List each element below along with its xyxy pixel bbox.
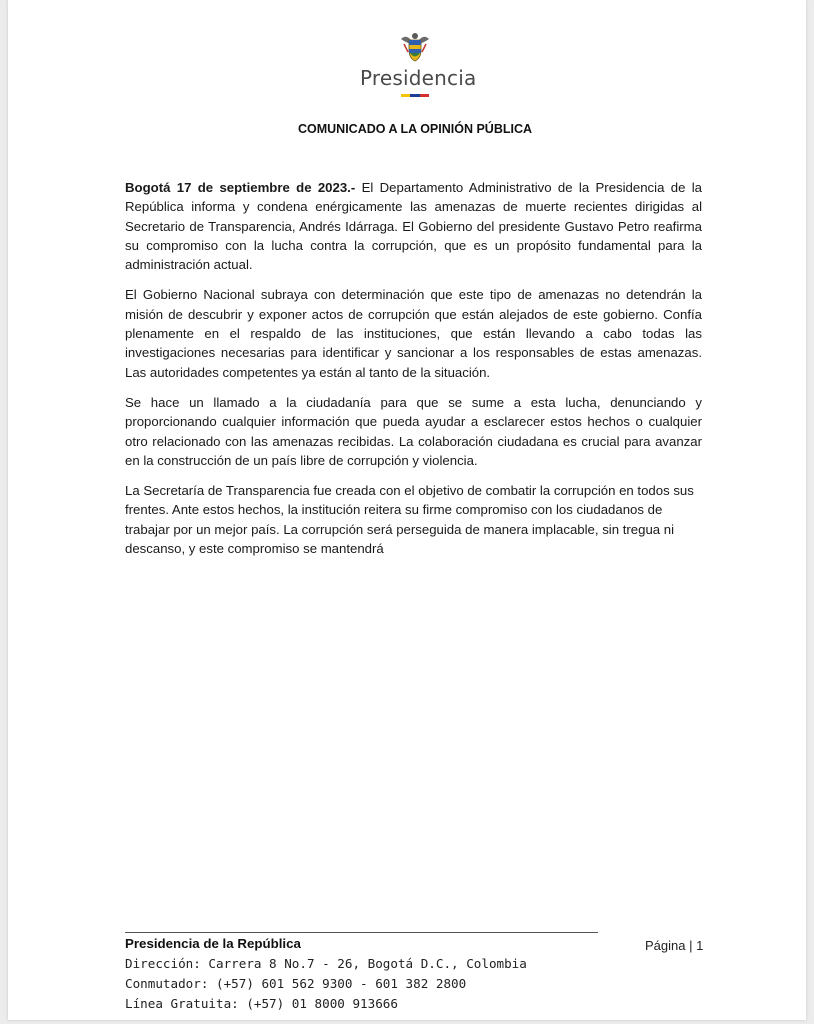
footer (125, 934, 527, 1014)
coat-of-arms-icon (398, 30, 432, 64)
paragraph-3: Se hace un llamado a la ciudadanía para que se sume a esta lucha, denunciando y proporcionando cualquier información que pueda ayudar a esclarecer estos hechos o cualquier otro relacionado con las amenazas recibidas. La colaboración ciudadana es crucial para avanzar en la construcción de un país libre de corrupción y violencia. (125, 394, 702, 468)
document-title: COMUNICADO A LA OPINIÓN PÚBLICA (297, 122, 533, 136)
paragraph-2: El Gobierno Nacional subraya con determinación que este tipo de amenazas no detendrán la misión de descubrir y exponer actos de corrupción que están alejados de este gobierno. Confía plenamente en el respaldo de las instituciones, que están llevando a cabo todas las investigaciones necesarias para identificar y sancionar a los responsables de estas amenazas. Las autoridades competentes ya están al tanto de la situación. (125, 287, 702, 380)
footer-toll-free: Línea Gratuita: (+57) 01 8000 913666 (125, 996, 398, 1011)
document-body (125, 178, 702, 569)
dateline: Bogotá 17 de septiembre de 2023.- (125, 180, 356, 195)
footer-address: Dirección: Carrera 8 No.7 - 26, Bogotá D.C., Colombia (125, 956, 527, 971)
footer-switchboard: Conmutador: (+57) 601 562 9300 - 601 382 2800 (125, 976, 467, 991)
footer-organization: Presidencia de la República (125, 936, 301, 951)
presidencia-logo (360, 30, 477, 97)
page-number: Página | 1 (645, 938, 704, 953)
document-page (8, 0, 806, 1020)
paragraph-4: La Secretaría de Transparencia fue creada con el objetivo de combatir la corrupción en todos sus frentes. Ante estos hechos, la institución reitera su firme compromiso con los ciudadanos de trabajar por un mejor país. La corrupción será perseguida de manera implacable, sin tregua ni descanso, y este compromiso se mantendrá (125, 483, 694, 557)
footer-divider (125, 932, 598, 933)
flag-stripe (401, 94, 429, 97)
logo-wordmark: Presidencia (360, 66, 477, 90)
paragraph-1 (125, 178, 702, 274)
paragraph-1-text: El Departamento Administrativo de la Presidencia de la República informa y condena enérgicamente las amenazas de muerte recientes dirigidas al Secretario de Transparencia, Andrés Idárraga. El Gobierno del presidente Gustavo Petro reafirma su compromiso con la lucha contra la corrupción, que es un propósito fundamental para la administración actual. (125, 180, 703, 273)
